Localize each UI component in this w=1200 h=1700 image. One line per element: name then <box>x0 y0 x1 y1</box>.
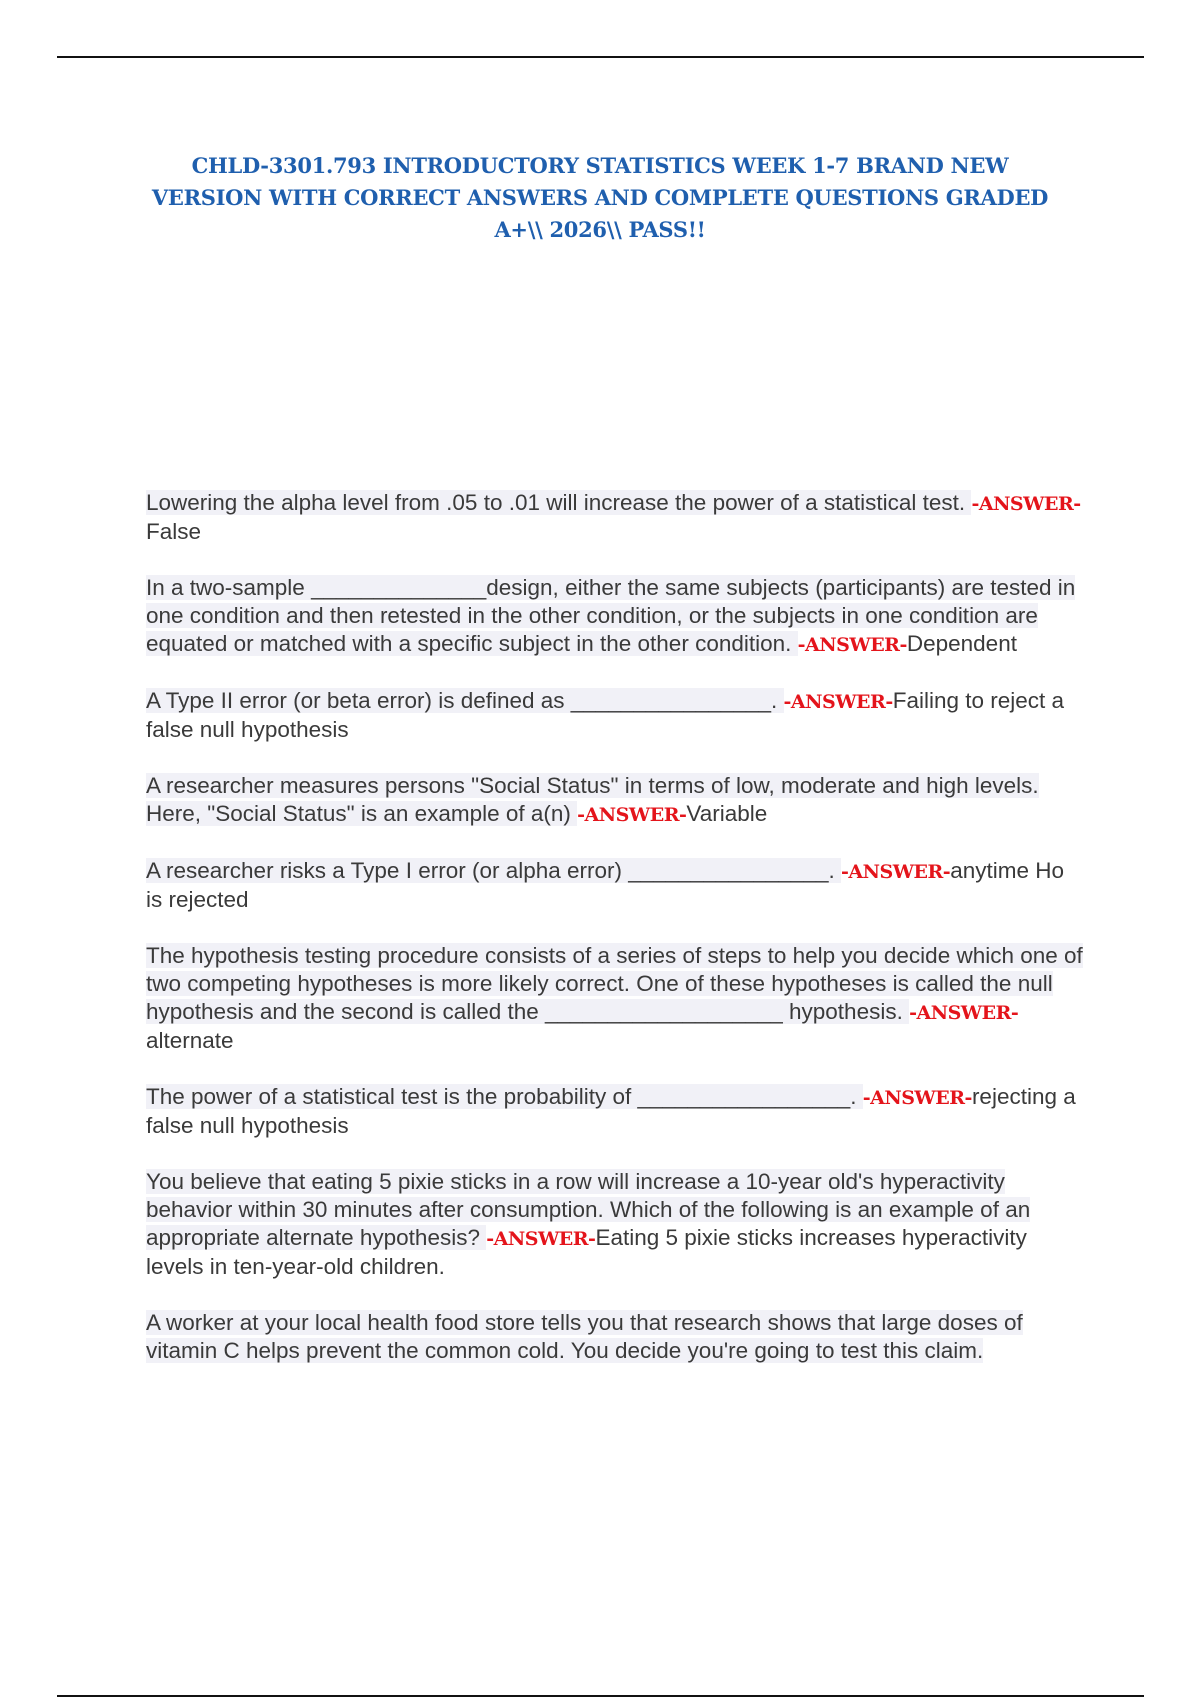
qa-item <box>146 574 1086 659</box>
qa-item <box>146 1309 1086 1365</box>
question-text: A researcher risks a Type I error (or alpha error) ________________. <box>146 858 841 883</box>
question-text: Lowering the alpha level from .05 to .01 will increase the power of a statistical test. <box>146 490 972 515</box>
answer-marker: -ANSWER- <box>840 861 951 883</box>
answer-text: Variable <box>686 801 768 826</box>
answer-marker: -ANSWER- <box>783 691 893 713</box>
answer-marker: -ANSWER- <box>577 804 687 826</box>
answer-marker: -ANSWER- <box>971 493 1081 515</box>
answer-marker: -ANSWER- <box>862 1087 972 1109</box>
answer-text: rejecting a false null hypothesis <box>146 1084 1076 1138</box>
question-text: In a two-sample ______________design, either the same subjects (participants) are tested in one condition and then retested in the other condition, or the subjects in one condition are equated or matched with a specific subject in the other condition. <box>146 575 1076 656</box>
answer-marker: -ANSWER- <box>909 1002 1019 1024</box>
question-text: The hypothesis testing procedure consists of a series of steps to help you decide which one of two competing hypotheses is more likely correct. One of these hypotheses is called the null hypothesis and the second is called the ___________________ hypothesis. <box>146 943 1083 1024</box>
header-rule <box>57 56 1144 58</box>
question-text: The power of a statistical test is the probability of _________________. <box>146 1084 863 1109</box>
document-title: CHLD-3301.793 INTRODUCTORY STATISTICS WEEK 1-7 BRAND NEW VERSION WITH CORRECT ANSWERS AND COMPLETE QUESTIONS GRADED A+\\ 2026\\ PASS!! <box>151 153 1049 242</box>
footer-rule <box>57 1695 1144 1697</box>
qa-item <box>146 772 1086 829</box>
question-text: A worker at your local health food store tells you that research shows that large doses of vitamin C helps prevent the common cold. You decide you're going to test this claim. <box>146 1310 1023 1363</box>
answer-text: anytime Ho is rejected <box>146 858 1064 912</box>
question-text: A Type II error (or beta error) is defined as ________________. <box>146 688 784 713</box>
answer-text: Failing to reject a false null hypothesis <box>146 688 1065 742</box>
qa-item <box>146 1083 1086 1140</box>
qa-item <box>146 857 1086 914</box>
qa-list <box>146 489 1086 1393</box>
qa-item <box>146 1168 1086 1281</box>
qa-item <box>146 489 1086 546</box>
question-text: A researcher measures persons "Social Status" in terms of low, moderate and high levels. Here, "Social Status" is an example of a(n) <box>146 773 1039 826</box>
answer-text: Eating 5 pixie sticks increases hyperactivity levels in ten-year-old children. <box>146 1225 1027 1279</box>
answer-text: alternate <box>146 1028 234 1053</box>
answer-marker: -ANSWER- <box>486 1228 596 1250</box>
answer-marker: -ANSWER- <box>797 634 907 656</box>
qa-item <box>146 687 1086 744</box>
question-text: You believe that eating 5 pixie sticks in a row will increase a 10-year old's hyperactivity behavior within 30 minutes after consumption. Which of the following is an example of an appropriate alternate hypothesis? <box>146 1169 1031 1250</box>
qa-item <box>146 942 1086 1055</box>
answer-text: False <box>146 519 202 544</box>
answer-text: Dependent <box>906 631 1017 656</box>
